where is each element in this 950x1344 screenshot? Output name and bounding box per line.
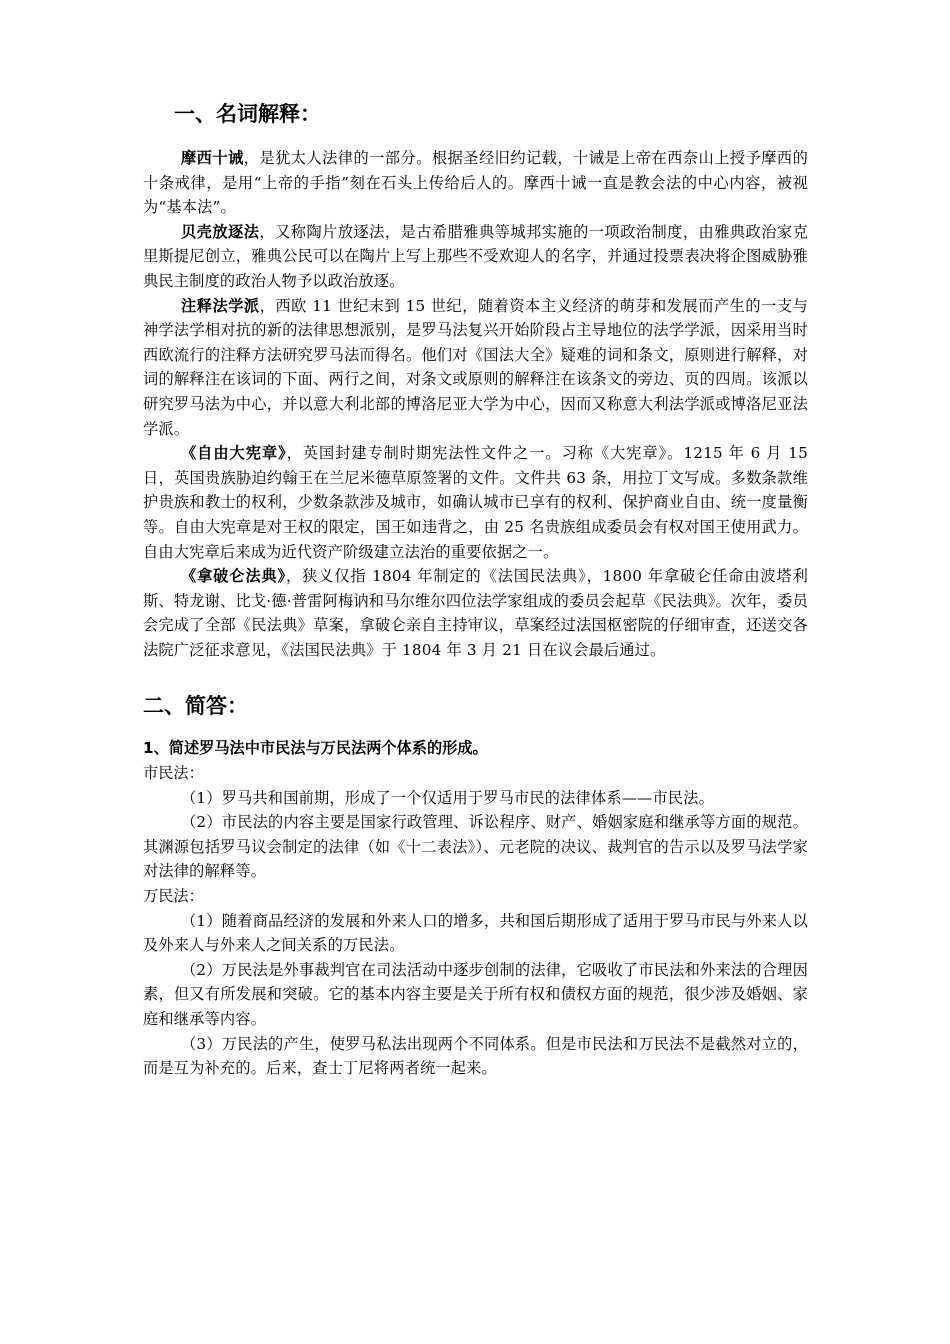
- jus-gentium-point: （3）万民法的产生，使罗马私法出现两个不同体系。但是市民法和万民法不是截然对立的，而是互为补充的。后来，查士丁尼将两者统一起来。: [143, 1034, 808, 1078]
- civil-law-point: （2）市民法的内容主要是国家行政管理、诉讼程序、财产、婚姻家庭和继承等方面的规范。其渊源包括罗马议会制定的法律（如《十二表法》）、元老院的决议、裁判官的告示以及罗马法学家对法律的解释等。: [143, 813, 808, 881]
- term-text: ，狭义仅指 1804 年制定的《法国民法典》，1800 年拿破仑任命由波塔利斯、特龙谢、比戈·德·普雷阿梅讷和马尔维尔四位法学家组成的委员会起草《民法典》。次年，委员会完成了全部《民法典》草案，拿破仑亲自主持审议，草案经过法国枢密院的仔细审查，还送交各法院广泛征求意见，《法国民法典》于 1804 年 3 月 21 日在议会最后通过。: [143, 567, 808, 659]
- jus-gentium-point: （2）万民法是外事裁判官在司法活动中逐步创制的法律，它吸收了市民法和外来法的合理因素，但又有所发展和突破。它的基本内容主要是关于所有权和债权方面的规范，很少涉及婚姻、家庭和继承等内容。: [143, 960, 808, 1028]
- civil-law-label: 市民法：: [143, 764, 204, 783]
- term-name: 贝壳放逐法: [181, 222, 260, 241]
- section-heading-short-answer: 二、简答：: [143, 694, 248, 719]
- jus-gentium-label: 万民法：: [143, 887, 204, 906]
- document-content: [143, 100, 808, 1081]
- term-text: ，英国封建专制时期宪法性文件之一。习称《大宪章》。1215 年 6 月 15 日，英国贵族胁迫约翰王在兰尼米德草原签署的文件。文件共 63 条，用拉丁文写成。多数条款维护贵族和教士的权利，少数条款涉及城市，如确认城市已享有的权利、保护商业自由、统一度量衡等。自由大宪章是对王权的限定，国王如违背之，由 25 名贵族组成委员会有权对国王使用武力。自由大宪章后来成为近代资产阶级建立法治的重要依据之一。: [143, 444, 808, 561]
- term-name: 《自由大宪章》: [181, 444, 287, 463]
- term-paragraph: [143, 441, 808, 564]
- section-heading-definitions: 一、名词解释：: [174, 102, 321, 126]
- jus-gentium-point: （1）随着商品经济的发展和外来人口的增多，共和国后期形成了适用于罗马市民与外来人以及外来人与外来人之间关系的万民法。: [143, 911, 808, 955]
- term-name: 注释法学派: [181, 296, 260, 315]
- term-name: 摩西十诫: [181, 149, 244, 167]
- term-text: ，又称陶片放逐法，是古希腊雅典等城邦实施的一项政治制度，由雅典政治家克里斯提尼创立，雅典公民可以在陶片上写上那些不受欢迎人的名字，并通过投票表决将企图威胁雅典民主制度的政治人物予以政治放逐。: [143, 222, 809, 290]
- term-text: ，是犹太人法律的一部分。根据圣经旧约记载，十诫是上帝在西奈山上授予摩西的十条戒律，是用“上帝的手指”刻在石头上传给后人的。摩西十诫一直是教会法的中心内容，被视为“基本法”。: [143, 149, 808, 217]
- question-title: 1、简述罗马法中市民法与万民法两个体系的形成。: [143, 739, 488, 758]
- term-paragraph: [143, 220, 808, 294]
- term-name: 《拿破仑法典》: [181, 567, 286, 586]
- term-text: ，西欧 11 世纪末到 15 世纪，随着资本主义经济的萌芽和发展而产生的一支与神学法学相对抗的新的法律思想派别，是罗马法复兴开始阶段占主导地位的法学学派，因采用当时西欧流行的注释方法研究罗马法而得名。他们对《国法大全》疑难的词和条文，原则进行解释，对词的解释注在该词的下面、两行之间，对条文或原则的解释注在该条文的旁边、页的四周。该派以研究罗马法为中心，并以意大利北部的博洛尼亚大学为中心，因而又称意大利法学派或博洛尼亚法学派。: [143, 296, 809, 438]
- civil-law-point: （1）罗马共和国前期，形成了一个仅适用于罗马市民的法律体系——市民法。: [181, 788, 715, 807]
- term-paragraph: [143, 294, 808, 442]
- term-paragraph: [143, 146, 808, 220]
- term-paragraph: [143, 564, 808, 662]
